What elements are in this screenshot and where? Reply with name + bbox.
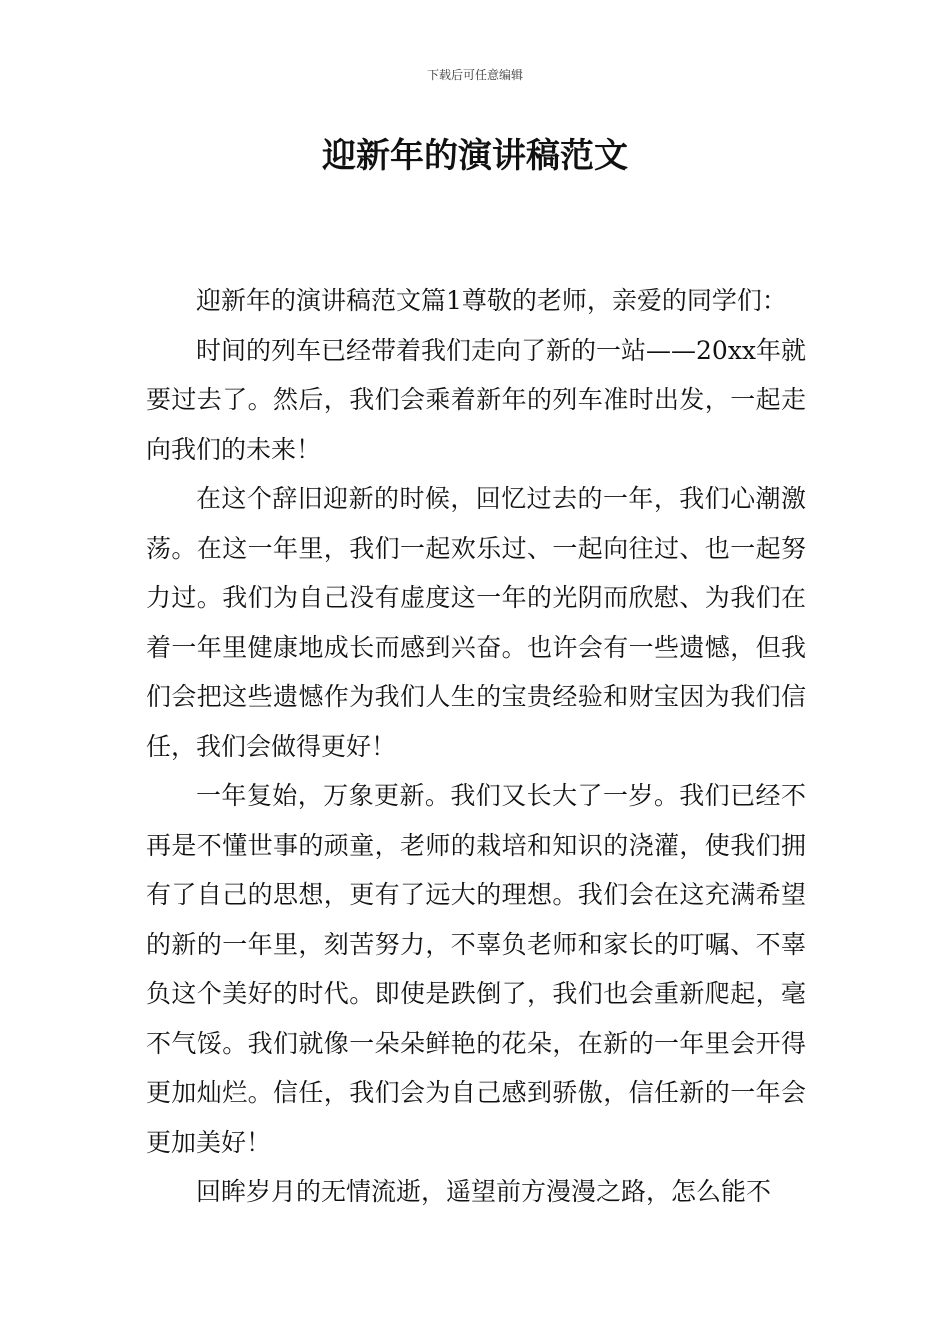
- page-title: 迎新年的演讲稿范文: [322, 136, 628, 176]
- paragraph-2: 时间的列车已经带着我们走向了新的一站——20xx年就要过去了。然后，我们会乘着新年的列车准时出发，一起走向我们的未来！: [146, 335, 807, 464]
- paragraph-3: 在这个辞旧迎新的时候，回忆过去的一年，我们心潮激荡。在这一年里，我们一起欢乐过、一起向往过、也一起努力过。我们为自己没有虚度这一年的光阴而欣慰、为我们在着一年里健康地成长而感到兴奋。也许会有一些遗憾，但我们会把这些遗憾作为我们人生的宝贵经验和财宝因为我们信任，我们会做得更好！: [146, 484, 806, 761]
- document-body: [146, 276, 806, 1217]
- paragraph-4: 一年复始，万象更新。我们又长大了一岁。我们已经不再是不懂世事的顽童，老师的栽培和知识的浇灌，使我们拥有了自己的思想，更有了远大的理想。我们会在这充满希望的新的一年里，刻苦努力，不辜负老师和家长的叮嘱、不辜负这个美好的时代。即使是跌倒了，我们也会重新爬起，毫不气馁。我们就像一朵朵鲜艳的花朵，在新的一年里会开得更加灿烂。信任，我们会为自己感到骄傲，信任新的一年会更加美好！: [146, 781, 806, 1157]
- paragraph-1: 迎新年的演讲稿范文篇1尊敬的老师，亲爱的同学们：: [196, 286, 787, 315]
- header-note: 下载后可任意编辑: [426, 68, 523, 82]
- paragraph-5: 回眸岁月的无情流逝，遥望前方漫漫之路，怎么能不: [196, 1177, 772, 1206]
